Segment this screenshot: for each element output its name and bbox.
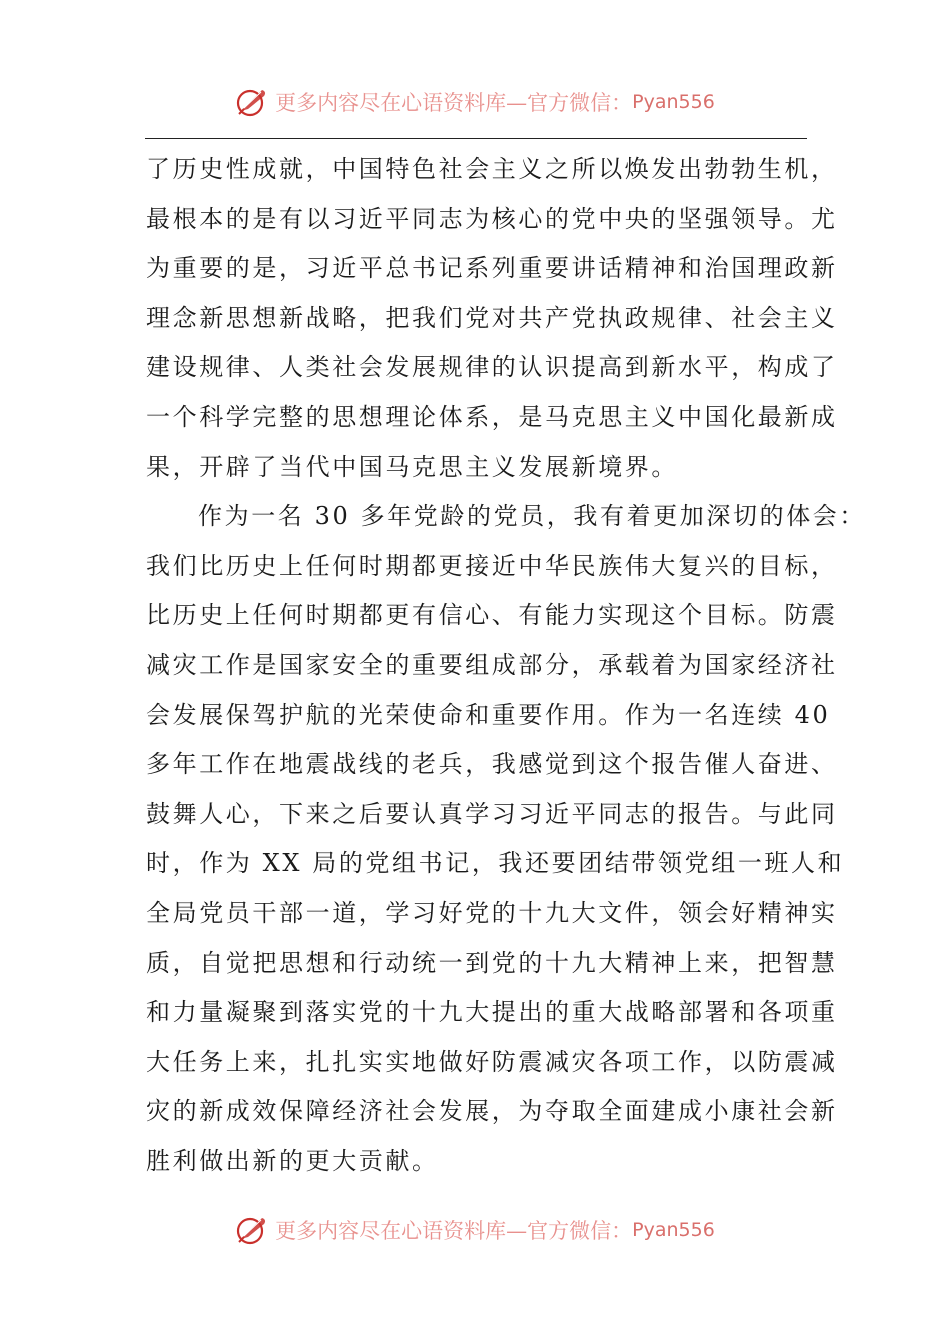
text-line: 时，作为 XX 局的党组书记，我还要团结带领党组一班人和 <box>146 849 845 878</box>
paragraph-start-line: 作为一名 30 多年党龄的党员，我有着更加深切的体会： <box>198 502 866 531</box>
text-line: 理念新思想新战略，把我们党对共产党执政规律、社会主义 <box>146 303 838 332</box>
text-line: 胜利做出新的更大贡献。 <box>146 1146 439 1175</box>
text-line: 我们比历史上任何时期都更接近中华民族伟大复兴的目标， <box>146 551 838 580</box>
text-line: 大任务上来，扎扎实实地做好防震减灾各项工作，以防震减 <box>146 1047 838 1076</box>
footer-wechat-id: Pyan556 <box>632 1219 715 1241</box>
text-line: 为重要的是，习近平总书记系列重要讲话精神和治国理政新 <box>146 254 838 283</box>
text-line: 全局党员干部一道，学习好党的十九大文件，领会好精神实 <box>146 898 838 927</box>
page-footer <box>0 1210 950 1250</box>
text-line: 和力量凝聚到落实党的十九大提出的重大战略部署和各项重 <box>146 998 838 1027</box>
text-line: 比历史上任何时期都更有信心、有能力实现这个目标。防震 <box>146 601 838 630</box>
text-line: 一个科学完整的思想理论体系，是马克思主义中国化最新成 <box>146 402 838 431</box>
footer-banner-text: 更多内容尽在心语资料库—官方微信： <box>275 1219 633 1243</box>
quill-pen-logo-icon <box>235 85 269 119</box>
text-line: 最根本的是有以习近平同志为核心的党中央的坚强领导。尤 <box>146 204 838 233</box>
text-line: 了历史性成就，中国特色社会主义之所以焕发出勃勃生机， <box>146 155 838 183</box>
text-line: 质，自觉把思想和行动统一到党的十九大精神上来，把智慧 <box>146 948 838 977</box>
header-wechat-id: Pyan556 <box>632 91 715 113</box>
text-line: 灾的新成效保障经济社会发展，为夺取全面建成小康社会新 <box>146 1097 838 1126</box>
text-line: 果，开辟了当代中国马克思主义发展新境界。 <box>146 452 678 481</box>
quill-pen-logo-icon <box>235 1213 269 1247</box>
footer-banner <box>235 1213 715 1247</box>
text-line: 减灾工作是国家安全的重要组成部分，承载着为国家经济社 <box>146 650 838 679</box>
header-divider <box>145 138 807 139</box>
document-body <box>146 145 866 1186</box>
text-line: 鼓舞人心，下来之后要认真学习习近平同志的报告。与此同 <box>146 799 838 828</box>
text-line: 多年工作在地震战线的老兵，我感觉到这个报告催人奋进、 <box>146 750 838 779</box>
page-header <box>0 82 950 122</box>
text-line: 会发展保驾护航的光荣使命和重要作用。作为一名连续 40 <box>146 700 831 729</box>
text-line: 建设规律、人类社会发展规律的认识提高到新水平，构成了 <box>146 353 838 382</box>
header-banner-text: 更多内容尽在心语资料库—官方微信： <box>275 91 633 115</box>
header-banner <box>235 85 715 119</box>
